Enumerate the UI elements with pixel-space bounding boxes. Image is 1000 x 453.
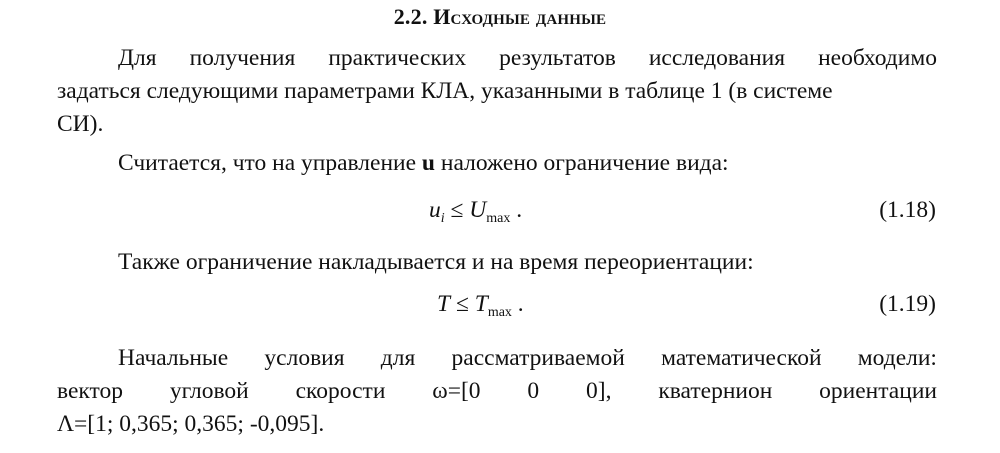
word: результатов <box>499 45 616 71</box>
word: необходимо <box>818 45 937 71</box>
text-after: наложено ограничение вида: <box>435 150 729 176</box>
formula-subscript: i <box>440 211 445 226</box>
word: скорости <box>295 378 386 404</box>
paragraph-time-constraint-line: Также ограничение накладывается и на время переориентации: <box>118 249 754 275</box>
paragraph-intro-line-1 <box>57 42 937 75</box>
section-number: 2.2. <box>393 4 428 29</box>
formula-operator: ≤ <box>450 291 475 317</box>
formula-1-19-expression <box>437 291 524 321</box>
formula-1-18-number: (1.18) <box>879 197 936 223</box>
word: рассматриваемой <box>451 345 625 371</box>
word: исследования <box>648 45 786 71</box>
word: вектор <box>57 378 123 404</box>
formula-rhs: T <box>474 291 488 317</box>
word: 0], <box>586 378 612 404</box>
text-before: Считается, что на управление <box>118 150 422 176</box>
formula-rhs: U <box>469 197 487 223</box>
word: Для <box>118 45 157 71</box>
word: для <box>380 345 416 371</box>
word: практических <box>328 45 467 71</box>
word: условия <box>264 345 345 371</box>
formula-rhs-subscript: max <box>486 211 511 226</box>
word: кватернион <box>658 378 773 404</box>
formula-var: u <box>429 197 441 223</box>
formula-end: . <box>510 197 523 223</box>
formula-1-19 <box>0 291 1000 325</box>
word: угловой <box>169 378 249 404</box>
section-title: Исходные данные <box>433 4 607 29</box>
formula-1-19-number: (1.19) <box>879 291 936 317</box>
formula-end: . <box>511 291 524 317</box>
formula-1-18 <box>0 197 1000 231</box>
word: математической <box>661 345 822 371</box>
formula-var: T <box>437 291 451 317</box>
paragraph-initial-conditions-line-1 <box>57 342 937 375</box>
paragraph-time-constraint <box>57 246 937 279</box>
word: Начальные <box>118 345 229 371</box>
section-heading <box>0 4 1000 30</box>
formula-rhs-subscript: max <box>487 305 512 320</box>
paragraph-intro-line-3: СИ). <box>57 111 104 137</box>
paragraph-initial-conditions-line-2 <box>57 375 937 408</box>
control-vector-symbol: u <box>421 150 435 176</box>
formula-operator: ≤ <box>444 197 470 223</box>
paragraph-intro <box>57 42 937 141</box>
word: получения <box>189 45 296 71</box>
paragraph-control-constraint <box>57 147 937 180</box>
paragraph-control-constraint-line <box>57 147 937 180</box>
paragraph-intro-line-2: задаться следующими параметрами КЛА, указанными в таблице 1 (в системе <box>57 78 833 104</box>
paragraph-initial-conditions <box>57 342 937 441</box>
word: ω=[0 <box>432 378 481 404</box>
word: 0 <box>527 378 540 404</box>
paragraph-initial-conditions-line-3: Λ=[1; 0,365; 0,365; -0,095]. <box>57 411 325 437</box>
formula-1-18-expression <box>429 197 522 227</box>
word: ориентации <box>819 378 937 404</box>
word: модели: <box>857 345 937 371</box>
